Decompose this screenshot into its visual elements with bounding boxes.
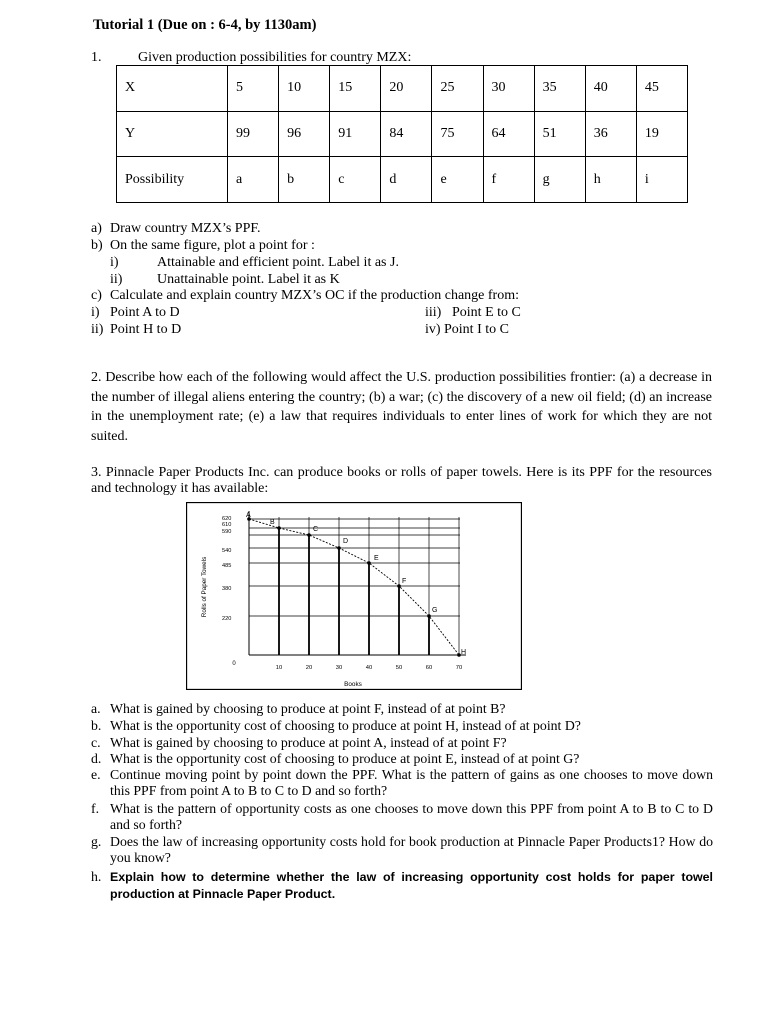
table-cell: 75	[432, 111, 483, 157]
point-label: G	[432, 607, 438, 614]
q2-text: 2. Describe how each of the following would affect the U.S. production possibilities frontier: (a) a decrease in the number of illegal aliens entering the country; (b) a war; (c) the discovery of a new oil field; (d) an increase in the unemployment rate; (e) a law that requires individuals to enter lines of work for which they are not suited.	[91, 370, 712, 444]
table-row-y	[117, 111, 688, 157]
q3-question-e	[91, 767, 713, 800]
point-label: B	[270, 519, 275, 526]
y-tick-label: 485	[222, 563, 232, 569]
change-marker: ii)	[91, 322, 104, 337]
point-label: C	[313, 526, 319, 533]
q1-intro: Given production possibilities for country MZX:	[138, 50, 412, 65]
point-label: H	[461, 649, 467, 656]
question-text: What is gained by choosing to produce at point F, instead of at point B?	[110, 701, 506, 716]
table-cell: 99	[228, 111, 279, 157]
question-text: Does the law of increasing opportunity costs hold for book production at Pinnacle Paper Products1? How do you know?	[110, 834, 713, 866]
table-cell: 36	[585, 111, 636, 157]
y-tick-label: 380	[222, 586, 232, 592]
ppf-curve	[249, 519, 459, 655]
point-label: A	[246, 512, 251, 519]
table-cell: a	[228, 157, 279, 203]
table-cell: 10	[279, 66, 330, 112]
table-cell: b	[279, 157, 330, 203]
table-cell: X	[117, 66, 228, 112]
change-text: Point A to D	[110, 305, 180, 320]
table-row-possibility	[117, 157, 688, 203]
table-cell: g	[534, 157, 585, 203]
table-cell: 40	[585, 66, 636, 112]
change-marker: iv)	[425, 322, 441, 337]
point-label: D	[343, 538, 349, 545]
point-label: E	[374, 555, 379, 562]
table-cell: 96	[279, 111, 330, 157]
table-cell: f	[483, 157, 534, 203]
table-cell: 35	[534, 66, 585, 112]
table-cell: 19	[636, 111, 687, 157]
x-tick-label: 40	[365, 665, 373, 671]
question-text: What is gained by choosing to produce at point A, instead of at point F?	[110, 735, 507, 750]
table-cell: d	[381, 157, 432, 203]
q1-part-text: Draw country MZX’s PPF.	[110, 221, 261, 236]
table-cell: 51	[534, 111, 585, 157]
table-cell: 15	[330, 66, 381, 112]
q3-question-g	[91, 834, 713, 867]
x-tick-label: 60	[425, 665, 433, 671]
point-label: F	[402, 578, 407, 585]
q1-part-text: On the same figure, plot a point for :	[110, 238, 315, 253]
q3-text: 3. Pinnacle Paper Products Inc. can produce books or rolls of paper towels. Here is its PPF for the resources and technology it has available:	[91, 465, 712, 496]
question-marker: c.	[91, 735, 101, 750]
y-axis-label: Rolls of Paper Towels	[201, 556, 208, 618]
production-table	[116, 65, 688, 203]
x-tick-label: 20	[305, 665, 313, 671]
table-cell: 64	[483, 111, 534, 157]
table-cell: 20	[381, 66, 432, 112]
change-text: Point E to C	[452, 305, 521, 320]
question-text: What is the opportunity cost of choosing to produce at point E, instead of at point G?	[110, 751, 580, 766]
data-point	[427, 614, 431, 618]
x-tick-label: 30	[335, 665, 343, 671]
question-text: Continue moving point by point down the PPF. What is the pattern of gains as one chooses to move down this PPF from point A to B to C to D and so forth?	[110, 767, 713, 799]
table-cell: Y	[117, 111, 228, 157]
table-cell: 5	[228, 66, 279, 112]
table-cell: 91	[330, 111, 381, 157]
table-cell: h	[585, 157, 636, 203]
table-cell: c	[330, 157, 381, 203]
x-tick-label: 50	[395, 665, 403, 671]
q1-part-marker: c)	[91, 288, 102, 303]
table-cell: 30	[483, 66, 534, 112]
question-marker: h.	[91, 869, 102, 884]
q1-subpart-marker: i)	[110, 255, 119, 270]
question-marker: e.	[91, 767, 101, 782]
q3-question-h	[91, 869, 713, 903]
q1-number: 1.	[91, 50, 102, 65]
table-cell: i	[636, 157, 687, 203]
page-title: Tutorial 1 (Due on : 6-4, by 1130am)	[93, 17, 317, 33]
q1-part-text: Calculate and explain country MZX’s OC if the production change from:	[110, 288, 520, 303]
question-marker: a.	[91, 701, 101, 716]
question-text: What is the pattern of opportunity costs as one chooses to move down this PPF from point A to B to C to D and so forth?	[110, 801, 713, 833]
origin-label: 0	[232, 661, 236, 667]
q1-part-marker: b)	[91, 238, 103, 253]
q1-subpart-text: Unattainable point. Label it as K	[157, 272, 340, 287]
x-axis-label: Books	[344, 681, 362, 688]
change-marker: iii)	[425, 305, 442, 320]
question-text: What is the opportunity cost of choosing to produce at point H, instead of at point D?	[110, 718, 581, 733]
q3-question-d	[91, 751, 713, 767]
table-cell: 45	[636, 66, 687, 112]
change-text: Point H to D	[110, 322, 182, 337]
x-tick-label: 70	[455, 665, 463, 671]
chart-frame	[187, 503, 522, 690]
y-tick-label: 590	[222, 529, 232, 535]
y-tick-label: 610	[222, 522, 232, 528]
question-marker: f.	[91, 801, 100, 816]
y-tick-label: 220	[222, 616, 232, 622]
q3-question-b	[91, 718, 713, 734]
q1-subpart-marker: ii)	[110, 272, 123, 287]
table-cell: Possibility	[117, 157, 228, 203]
data-point	[397, 584, 401, 588]
q1-subpart-text: Attainable and efficient point. Label it as J.	[157, 255, 399, 270]
table-cell: e	[432, 157, 483, 203]
data-point	[277, 526, 281, 530]
y-tick-label: 620	[222, 516, 232, 522]
data-point	[337, 546, 341, 550]
table-cell: 25	[432, 66, 483, 112]
q3-question-a	[91, 701, 713, 717]
question-marker: d.	[91, 751, 102, 766]
question-marker: b.	[91, 718, 102, 733]
data-point	[367, 561, 371, 565]
table-row-x	[117, 66, 688, 112]
q1-part-marker: a)	[91, 221, 102, 236]
change-marker: i)	[91, 305, 100, 320]
ppf-chart	[186, 502, 522, 690]
question-marker: g.	[91, 834, 102, 849]
y-tick-label: 540	[222, 548, 232, 554]
table-cell: 84	[381, 111, 432, 157]
q3-question-c	[91, 735, 713, 751]
q3-question-f	[91, 801, 713, 834]
question-text: Explain how to determine whether the law of increasing opportunity cost holds for paper towel production at Pinnacle Paper Product.	[110, 870, 713, 901]
x-tick-label: 10	[275, 665, 283, 671]
change-text: Point I to C	[444, 322, 509, 337]
data-point	[307, 533, 311, 537]
